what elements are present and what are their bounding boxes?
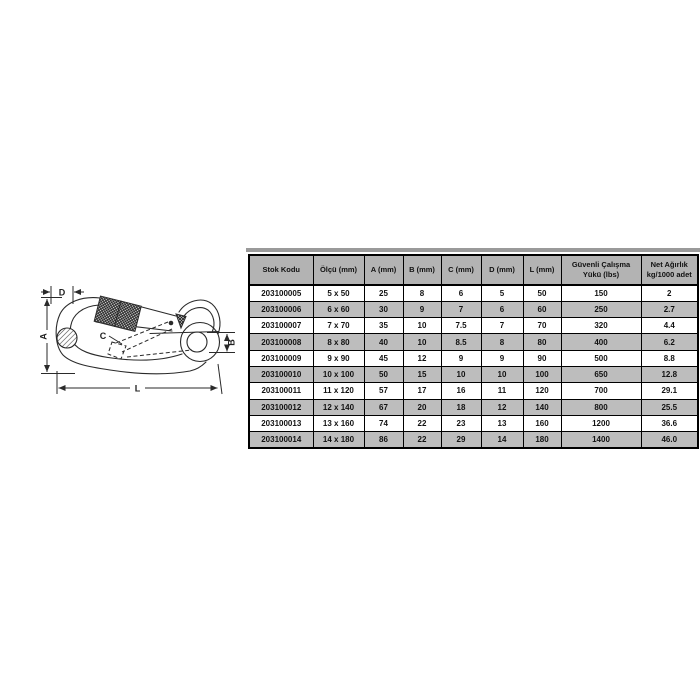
table-row (249, 350, 698, 366)
table-cell: 650 (561, 366, 641, 382)
table-cell: 320 (561, 318, 641, 334)
table-cell: 6.2 (641, 334, 698, 350)
table-cell: 40 (364, 334, 403, 350)
col-header-olcu: Ölçü (mm) (313, 255, 364, 285)
table-cell: 5 x 50 (313, 285, 364, 301)
table-cell: 10 x 100 (313, 366, 364, 382)
table-cell: 5 (481, 285, 523, 301)
table-cell: 6 (481, 301, 523, 317)
table-cell: 86 (364, 432, 403, 448)
nose-latch-hatch (176, 314, 186, 328)
table-cell: 203100009 (249, 350, 313, 366)
table-cell: 120 (523, 383, 561, 399)
table-cell: 9 (481, 350, 523, 366)
table-cell: 203100007 (249, 318, 313, 334)
table-cell: 20 (403, 399, 441, 415)
table-cell: 8 x 80 (313, 334, 364, 350)
table-cell: 46.0 (641, 432, 698, 448)
dim-label-l: L (134, 383, 141, 394)
table-cell: 23 (441, 415, 481, 431)
gate-top-edge (138, 306, 176, 316)
table-cell: 14 (481, 432, 523, 448)
wire-cross-section-hatch (57, 328, 77, 348)
table-cell: 30 (364, 301, 403, 317)
table-cell: 4.4 (641, 318, 698, 334)
table-row (249, 383, 698, 399)
table-row (249, 334, 698, 350)
table-cell: 203100012 (249, 399, 313, 415)
table-cell: 8.8 (641, 350, 698, 366)
eye-hole-circle (187, 332, 207, 352)
table-cell: 400 (561, 334, 641, 350)
table-cell: 29.1 (641, 383, 698, 399)
dim-label-d: D (58, 287, 66, 298)
table-cell: 36.6 (641, 415, 698, 431)
table-cell: 203100011 (249, 383, 313, 399)
table-cell: 29 (441, 432, 481, 448)
table-cell: 22 (403, 432, 441, 448)
table-cell: 74 (364, 415, 403, 431)
table-cell: 9 x 90 (313, 350, 364, 366)
table-cell: 10 (403, 318, 441, 334)
table-cell: 140 (523, 399, 561, 415)
table-cell: 700 (561, 383, 641, 399)
table-cell: 11 (481, 383, 523, 399)
table-cell: 203100014 (249, 432, 313, 448)
table-cell: 16 (441, 383, 481, 399)
table-cell: 203100008 (249, 334, 313, 350)
table-cell: 15 (403, 366, 441, 382)
table-row (249, 399, 698, 415)
table-cell: 100 (523, 366, 561, 382)
table-row (249, 285, 698, 301)
table-cell: 22 (403, 415, 441, 431)
table-cell: 14 x 180 (313, 432, 364, 448)
table-cell: 25.5 (641, 399, 698, 415)
col-header-c: C (mm) (441, 255, 481, 285)
nose-inner-arc (184, 308, 214, 331)
table-cell: 90 (523, 350, 561, 366)
table-cell: 11 x 120 (313, 383, 364, 399)
col-header-a: A (mm) (364, 255, 403, 285)
table-cell: 7 (441, 301, 481, 317)
table-cell: 203100010 (249, 366, 313, 382)
table-row (249, 318, 698, 334)
table-cell: 35 (364, 318, 403, 334)
table-cell: 180 (523, 432, 561, 448)
table-cell: 500 (561, 350, 641, 366)
table-cell: 13 x 160 (313, 415, 364, 431)
divider-strip (246, 248, 700, 252)
table-cell: 8 (403, 285, 441, 301)
table-cell: 2 (641, 285, 698, 301)
col-header-b: B (mm) (403, 255, 441, 285)
table-cell: 67 (364, 399, 403, 415)
table-cell: 7 (481, 318, 523, 334)
table-cell: 9 (403, 301, 441, 317)
table-cell: 203100013 (249, 415, 313, 431)
table-row (249, 301, 698, 317)
table-cell: 203100005 (249, 285, 313, 301)
col-header-l: L (mm) (523, 255, 561, 285)
table-row (249, 415, 698, 431)
table-cell: 150 (561, 285, 641, 301)
table-cell: 12.8 (641, 366, 698, 382)
table-cell: 8 (481, 334, 523, 350)
table-cell: 6 (441, 285, 481, 301)
table-cell: 25 (364, 285, 403, 301)
table-header-row (249, 255, 698, 285)
table-cell: 70 (523, 318, 561, 334)
table-cell: 10 (403, 334, 441, 350)
table-row (249, 366, 698, 382)
table-cell: 80 (523, 334, 561, 350)
col-header-guvenli-calisma-yuku: Güvenli Çalışma Yükü (lbs) (561, 255, 641, 285)
table-cell: 10 (481, 366, 523, 382)
dim-label-a: A (38, 333, 49, 340)
table-cell: 57 (364, 383, 403, 399)
table-cell: 18 (441, 399, 481, 415)
table-cell: 800 (561, 399, 641, 415)
table-cell: 7 x 70 (313, 318, 364, 334)
table-cell: 50 (364, 366, 403, 382)
table-cell: 17 (403, 383, 441, 399)
table-cell: 12 (481, 399, 523, 415)
table-cell: 60 (523, 301, 561, 317)
gate-pivot-rivet (169, 321, 174, 326)
dim-label-b: B (226, 339, 237, 346)
table-cell: 8.5 (441, 334, 481, 350)
spec-table (248, 254, 699, 449)
table-cell: 160 (523, 415, 561, 431)
col-header-net-agirlik: Net Ağırlık kg/1000 adet (641, 255, 698, 285)
table-cell: 203100006 (249, 301, 313, 317)
dim-label-c: C (99, 331, 107, 341)
col-header-d: D (mm) (481, 255, 523, 285)
table-cell: 12 x 140 (313, 399, 364, 415)
table-cell: 7.5 (441, 318, 481, 334)
table-cell: 45 (364, 350, 403, 366)
table-cell: 50 (523, 285, 561, 301)
table-cell: 12 (403, 350, 441, 366)
table-cell: 250 (561, 301, 641, 317)
table-cell: 13 (481, 415, 523, 431)
table-cell: 6 x 60 (313, 301, 364, 317)
table-row (249, 432, 698, 448)
col-header-stok-kodu: Stok Kodu (249, 255, 313, 285)
table-cell: 9 (441, 350, 481, 366)
table-cell: 1200 (561, 415, 641, 431)
table-cell: 10 (441, 366, 481, 382)
carabiner-technical-drawing (0, 250, 250, 400)
table-cell: 1400 (561, 432, 641, 448)
gate-sleeve-hatch (94, 296, 141, 331)
table-cell: 2.7 (641, 301, 698, 317)
